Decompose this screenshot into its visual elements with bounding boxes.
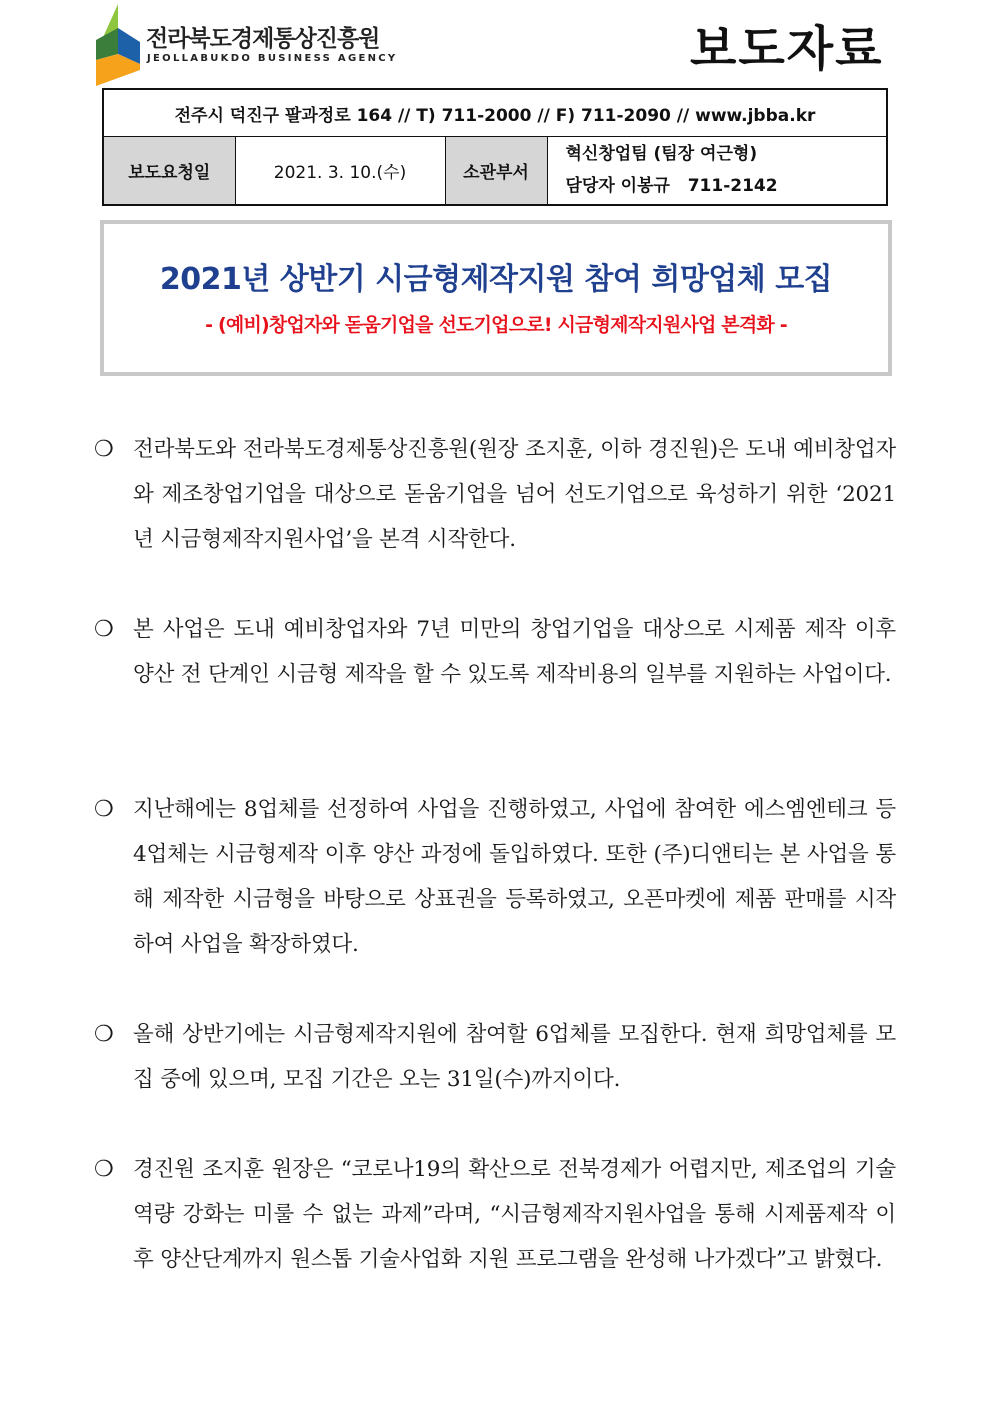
doc-type-label: 보도자료 (690, 21, 884, 77)
body-paragraph (94, 1012, 896, 1102)
paragraph-text: 본 사업은 도내 예비창업자와 7년 미만의 창업기업을 대상으로 시제품 제작 이후 양산 전 단계인 시금형 제작을 할 수 있도록 제작비용의 일부를 지원하는 사업이다. (133, 617, 896, 687)
contact-line: 전주시 덕진구 팔과정로 164 // T) 711-2000 // F) 711-2090 // www.jbba.kr (103, 89, 887, 137)
body-paragraph (94, 607, 896, 697)
circle-bullet-icon: ❍ (94, 797, 114, 822)
dept-team: 혁신창업팀 (팀장 여근형) (565, 144, 758, 165)
circle-bullet-icon: ❍ (94, 1157, 114, 1182)
circle-bullet-icon: ❍ (94, 437, 114, 462)
page-header (0, 0, 992, 90)
paragraph-text: 지난해에는 8업체를 선정하여 사업을 진행하였고, 사업에 참여한 에스엠엔테크 등 4업체는 시금형제작 이후 양산 과정에 돌입하였다. 또한 (주)디앤티는 본 사업을 통해 제작한 시금형을 바탕으로 상표권을 등록하였고, 오픈마켓에 제품 판매를 시작하여 사업을 확장하였다. (133, 797, 896, 957)
headline-title: 2021년 상반기 시금형제작지원 참여 희망업체 모집 (159, 262, 833, 297)
press-info-table (102, 88, 888, 206)
body-paragraph (94, 427, 896, 562)
circle-bullet-icon: ❍ (94, 617, 114, 642)
contact-row (103, 89, 887, 137)
dept-cell (547, 137, 887, 205)
body-paragraph (94, 1147, 896, 1282)
org-name: 전라북도경제통상진흥원 (146, 26, 380, 52)
paragraph-text: 올해 상반기에는 시금형제작지원에 참여할 6업체를 모집한다. 현재 희망업체를 모집 중에 있으며, 모집 기간은 오는 31일(수)까지이다. (133, 1022, 896, 1092)
headline-box (100, 220, 892, 376)
dept-label: 소관부서 (445, 137, 547, 205)
agency-logo-icon (94, 4, 142, 86)
request-row (103, 137, 887, 205)
paragraph-text: 경진원 조지훈 원장은 “코로나19의 확산으로 전북경제가 어렵지만, 제조업의 기술역량 강화는 미룰 수 없는 과제”라며, “시금형제작지원사업을 통해 시제품제작 이후 양산단계까지 원스톱 기술사업화 지원 프로그램을 완성해 나가겠다”고 밝혔다. (133, 1157, 896, 1272)
dept-contact: 담당자 이봉규 711-2142 (565, 176, 778, 197)
body-paragraph (94, 787, 896, 967)
request-date-label: 보도요청일 (103, 137, 235, 205)
headline-subtitle: - (예비)창업자와 돋움기업을 선도기업으로! 시금형제작지원사업 본격화 - (205, 314, 787, 336)
request-date: 2021. 3. 10.(수) (235, 137, 445, 205)
circle-bullet-icon: ❍ (94, 1022, 114, 1047)
org-name-english: JEOLLABUKDO BUSINESS AGENCY (147, 53, 398, 64)
paragraph-text: 전라북도와 전라북도경제통상진흥원(원장 조지훈, 이하 경진원)은 도내 예비창업자와 제조창업기업을 대상으로 돋움기업을 넘어 선도기업으로 육성하기 위한 ‘2021년 시금형제작지원사업’을 본격 시작한다. (133, 437, 896, 552)
